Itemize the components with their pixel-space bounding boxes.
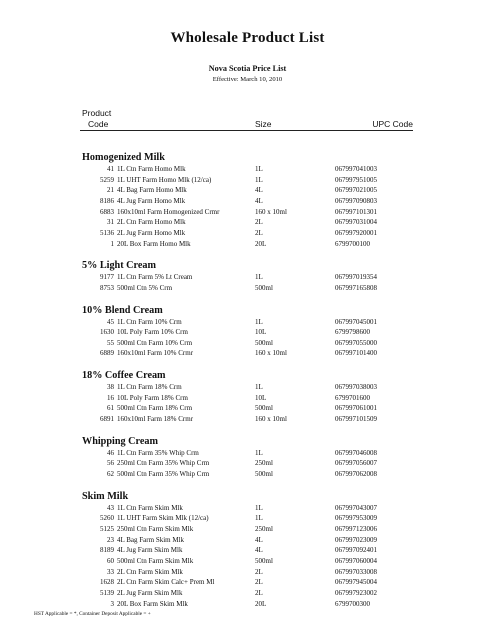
product-row bbox=[0, 449, 495, 460]
product-row bbox=[0, 568, 495, 579]
product-code: 8189 bbox=[100, 546, 114, 555]
product-size: 2L bbox=[255, 588, 263, 597]
product-row bbox=[0, 328, 495, 339]
product-code: 1630 bbox=[100, 328, 114, 337]
product-code: 21 bbox=[107, 186, 114, 195]
product-size: 1L bbox=[255, 448, 263, 457]
product-description: 500ml Ctn Farm 10% Crm bbox=[117, 338, 193, 347]
product-size: 2L bbox=[255, 567, 263, 576]
product-size: 2L bbox=[255, 578, 263, 587]
product-row bbox=[0, 514, 495, 525]
product-description: 1L UHT Farm Homo Mlk (12/ca) bbox=[117, 175, 212, 184]
product-code: 55 bbox=[107, 338, 114, 347]
product-code: 5125 bbox=[100, 524, 114, 533]
product-row bbox=[0, 273, 495, 284]
product-upc: 067997038003 bbox=[335, 383, 377, 392]
product-size: 10L bbox=[255, 393, 267, 402]
product-row bbox=[0, 589, 495, 600]
product-description: 2L Ctn Farm Skim Calc+ Prem Ml bbox=[117, 578, 215, 587]
product-row bbox=[0, 284, 495, 295]
product-size: 500ml bbox=[255, 404, 273, 413]
product-upc: 067997046008 bbox=[335, 448, 377, 457]
product-size: 10L bbox=[255, 328, 267, 337]
product-code: 1 bbox=[110, 239, 114, 248]
product-size: 500ml bbox=[255, 338, 273, 347]
section-title: Skim Milk bbox=[82, 490, 129, 502]
product-code: 5259 bbox=[100, 175, 114, 184]
product-code: 56 bbox=[107, 459, 114, 468]
product-size: 1L bbox=[255, 317, 263, 326]
product-size: 2L bbox=[255, 228, 263, 237]
product-description: 1L Ctn Farm 5% Lt Cream bbox=[117, 273, 193, 282]
product-code: 3 bbox=[110, 599, 114, 608]
product-size: 2L bbox=[255, 218, 263, 227]
section-title: 5% Light Cream bbox=[82, 260, 156, 272]
product-row bbox=[0, 186, 495, 197]
product-description: 250ml Ctn Farm 35% Whip Crm bbox=[117, 459, 210, 468]
product-size: 1L bbox=[255, 383, 263, 392]
product-code: 60 bbox=[107, 556, 114, 565]
product-description: 160x10ml Farm Homogenized Crmr bbox=[117, 207, 220, 216]
product-upc: 067997056007 bbox=[335, 459, 377, 468]
product-size: 500ml bbox=[255, 556, 273, 565]
product-row bbox=[0, 546, 495, 557]
product-upc: 6799700300 bbox=[335, 599, 370, 608]
product-code: 62 bbox=[107, 470, 114, 478]
product-size: 160 x 10ml bbox=[255, 207, 287, 216]
product-size: 1L bbox=[255, 503, 263, 512]
effective-date: Effective: March 10, 2010 bbox=[212, 76, 283, 83]
section-title: Homogenized Milk bbox=[82, 152, 165, 163]
product-upc: 067997061001 bbox=[335, 404, 377, 413]
product-upc: 067997045001 bbox=[335, 317, 377, 326]
product-size: 4L bbox=[255, 196, 263, 205]
column-header-upc: UPC Code bbox=[372, 119, 413, 129]
product-description: 2L Ctn Farm Homo Mlk bbox=[117, 218, 186, 227]
price-list-subtitle: Nova Scotia Price List bbox=[208, 64, 287, 73]
product-code: 6891 bbox=[100, 415, 114, 424]
product-upc: 067997101400 bbox=[335, 349, 377, 358]
product-upc: 067997055000 bbox=[335, 338, 377, 347]
document-title: Wholesale Product List bbox=[170, 30, 325, 46]
product-size: 160 x 10ml bbox=[255, 349, 287, 358]
product-description: 20L Box Farm Skim Mlk bbox=[117, 599, 188, 608]
product-description: 1L Ctn Farm 18% Crm bbox=[117, 383, 182, 392]
product-upc: 067997021005 bbox=[335, 186, 377, 195]
product-code: 8186 bbox=[100, 196, 114, 205]
product-upc: 067997019354 bbox=[335, 273, 377, 282]
product-upc: 067997041003 bbox=[335, 165, 377, 173]
product-code: 41 bbox=[107, 165, 114, 173]
product-row bbox=[0, 383, 495, 394]
product-upc: 067997945004 bbox=[335, 578, 377, 587]
product-code: 61 bbox=[107, 404, 114, 413]
product-upc: 067997165808 bbox=[335, 283, 377, 292]
product-row bbox=[0, 600, 495, 611]
product-description: 2L Jug Farm Skim Mlk bbox=[117, 588, 183, 597]
product-description: 160x10ml Farm 18% Crmr bbox=[117, 415, 194, 424]
product-row bbox=[0, 176, 495, 187]
product-upc: 067997023009 bbox=[335, 535, 377, 544]
product-upc: 6799700100 bbox=[335, 239, 370, 248]
product-size: 1L bbox=[255, 514, 263, 523]
product-row bbox=[0, 557, 495, 568]
product-description: 10L Poly Farm 10% Crm bbox=[117, 328, 188, 337]
product-description: 1L Ctn Farm 35% Whip Crm bbox=[117, 448, 199, 457]
product-upc: 067997123006 bbox=[335, 524, 377, 533]
product-upc: 067997101301 bbox=[335, 207, 377, 216]
product-code: 5136 bbox=[100, 228, 114, 237]
product-row bbox=[0, 404, 495, 415]
product-size: 1L bbox=[255, 165, 263, 173]
product-row bbox=[0, 218, 495, 229]
product-description: 2L Ctn Farm Skim Mlk bbox=[117, 567, 183, 576]
product-code: 33 bbox=[107, 567, 114, 576]
product-upc: 067997920001 bbox=[335, 228, 377, 237]
product-size: 500ml bbox=[255, 283, 273, 292]
product-row bbox=[0, 394, 495, 405]
product-upc: 067997062008 bbox=[335, 470, 377, 478]
product-upc: 6799701600 bbox=[335, 393, 370, 402]
product-row bbox=[0, 536, 495, 547]
product-upc: 067997951005 bbox=[335, 175, 377, 184]
column-header-product: Product bbox=[82, 108, 112, 118]
product-code: 8753 bbox=[100, 283, 114, 292]
product-code: 38 bbox=[107, 383, 114, 392]
footnote: HST Applicable = *, Container Deposit Applicable = + bbox=[34, 611, 151, 617]
product-upc: 067997060004 bbox=[335, 556, 377, 565]
product-upc: 6799798600 bbox=[335, 328, 370, 337]
product-row bbox=[0, 165, 495, 176]
product-description: 4L Bag Farm Skim Mlk bbox=[117, 535, 185, 544]
product-upc: 067997033008 bbox=[335, 567, 377, 576]
section-title: 18% Coffee Cream bbox=[82, 370, 166, 382]
product-description: 1L Ctn Farm 10% Crm bbox=[117, 317, 182, 326]
product-size: 250ml bbox=[255, 524, 273, 533]
product-description: 20L Box Farm Homo Mlk bbox=[117, 239, 191, 248]
product-description: 2L Jug Farm Homo Mlk bbox=[117, 228, 186, 237]
product-description: 500ml Ctn Farm Skim Mlk bbox=[117, 556, 194, 565]
product-row bbox=[0, 470, 495, 481]
product-size: 250ml bbox=[255, 459, 273, 468]
product-code: 5139 bbox=[100, 588, 114, 597]
product-row bbox=[0, 578, 495, 589]
product-row bbox=[0, 525, 495, 536]
product-size: 500ml bbox=[255, 470, 273, 478]
product-size: 1L bbox=[255, 175, 263, 184]
product-code: 31 bbox=[107, 218, 114, 227]
product-size: 4L bbox=[255, 546, 263, 555]
product-description: 4L Jug Farm Homo Mlk bbox=[117, 196, 186, 205]
product-row bbox=[0, 415, 495, 426]
product-code: 1628 bbox=[100, 578, 114, 587]
product-description: 250ml Ctn Farm Skim Mlk bbox=[117, 524, 194, 533]
product-code: 43 bbox=[107, 503, 114, 512]
product-row bbox=[0, 318, 495, 329]
product-upc: 067997923002 bbox=[335, 588, 377, 597]
product-description: 10L Poly Farm 18% Crm bbox=[117, 393, 188, 402]
section-title: Whipping Cream bbox=[82, 435, 158, 447]
product-size: 160 x 10ml bbox=[255, 415, 287, 424]
product-code: 6883 bbox=[100, 207, 114, 216]
product-upc: 067997953009 bbox=[335, 514, 377, 523]
product-description: 1L Ctn Farm Homo Mlk bbox=[117, 165, 186, 173]
product-size: 4L bbox=[255, 186, 263, 195]
product-row bbox=[0, 240, 495, 251]
product-size: 1L bbox=[255, 273, 263, 282]
product-description: 500ml Ctn Farm 35% Whip Crm bbox=[117, 470, 210, 478]
product-row bbox=[0, 339, 495, 350]
column-header bbox=[80, 108, 413, 131]
product-upc: 067997043007 bbox=[335, 503, 377, 512]
product-code: 45 bbox=[107, 317, 114, 326]
product-code: 16 bbox=[107, 393, 114, 402]
product-code: 9177 bbox=[100, 273, 114, 282]
product-upc: 067997092401 bbox=[335, 546, 377, 555]
product-description: 160x10ml Farm 10% Crmr bbox=[117, 349, 194, 358]
section-title: 10% Blend Cream bbox=[82, 304, 163, 316]
product-row bbox=[0, 349, 495, 360]
product-row bbox=[0, 208, 495, 219]
column-header-size: Size bbox=[255, 119, 272, 129]
product-description: 500ml Ctn Farm 18% Crm bbox=[117, 404, 193, 413]
product-description: 1L UHT Farm Skim Mlk (12/ca) bbox=[117, 514, 209, 523]
product-row bbox=[0, 197, 495, 208]
product-code: 46 bbox=[107, 448, 114, 457]
product-code: 23 bbox=[107, 535, 114, 544]
product-description: 4L Jug Farm Skim Mlk bbox=[117, 546, 183, 555]
product-row bbox=[0, 504, 495, 515]
product-description: 1L Ctn Farm Skim Mlk bbox=[117, 503, 183, 512]
product-code: 5260 bbox=[100, 514, 114, 523]
product-row bbox=[0, 459, 495, 470]
product-upc: 067997090803 bbox=[335, 196, 377, 205]
product-code: 6889 bbox=[100, 349, 114, 358]
product-upc: 067997031004 bbox=[335, 218, 377, 227]
product-size: 4L bbox=[255, 535, 263, 544]
product-row bbox=[0, 229, 495, 240]
product-size: 20L bbox=[255, 599, 267, 608]
column-header-code: Code bbox=[88, 119, 109, 129]
product-description: 500ml Ctn 5% Crm bbox=[117, 283, 173, 292]
product-description: 4L Bag Farm Homo Mlk bbox=[117, 186, 187, 195]
product-size: 20L bbox=[255, 239, 267, 248]
product-upc: 067997101509 bbox=[335, 415, 377, 424]
